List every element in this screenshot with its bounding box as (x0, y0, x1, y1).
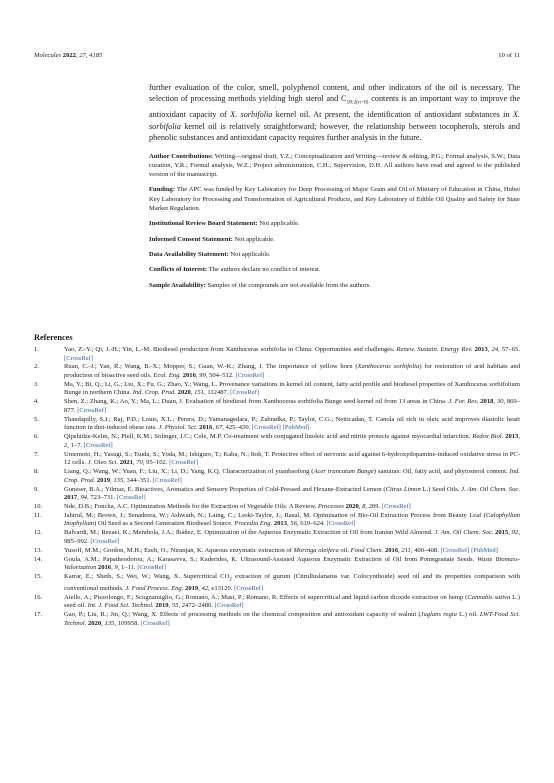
reference-journal: Waste Biomass-Valorization (64, 555, 520, 572)
reference-journal: Food Chem. (350, 546, 384, 554)
reference-journal: J. Food Process. Eng. (125, 584, 184, 592)
reference-item (34, 547, 520, 556)
reference-year: 2021 (119, 459, 133, 467)
reference-journal: Processes (317, 502, 344, 510)
reference-year: 2020 (345, 502, 359, 510)
reference-sep: , (198, 584, 202, 592)
reference-year: 2016 (384, 546, 399, 554)
reference-number: 12. (34, 529, 43, 537)
reference-year: 2016 (199, 424, 213, 432)
reference-journal: Redox Biol. (472, 433, 504, 441)
reference-number: 1. (34, 346, 39, 353)
reference-volume: 2 (64, 441, 68, 449)
reference-item (34, 398, 520, 415)
reference-item (34, 381, 520, 398)
reference-authors-title: Ruan, C.-J.; Yan, R.; Wang, B.-X.; Mopper, S.; Guan, W.-K.; Zhang, J. The importance of yellow horn ( (64, 363, 358, 371)
reference-pages: , 619–624. (296, 520, 327, 528)
reference-number: 14. (34, 555, 43, 563)
reference-volume: 92 (511, 529, 519, 537)
reference-sep: L.) seed oil. (64, 593, 520, 610)
reference-number: 8. (34, 468, 39, 476)
crossref-link[interactable]: [CrossRef] (140, 619, 170, 627)
reference-number: 16. (34, 593, 43, 601)
reference-item (34, 529, 520, 546)
crossref-link[interactable]: [CrossRef] (137, 564, 167, 572)
reference-text (64, 486, 520, 502)
reference-journal: J. Physiol. Sci. (158, 424, 198, 432)
reference-journal: Citrus Limon (385, 485, 421, 493)
conflicts-of-interest: Conflicts of Interest: The authors declare no conflict of interest. (149, 266, 321, 274)
reference-sep: , (508, 529, 512, 537)
reference-sep: , (212, 424, 216, 432)
reference-authors-title: Liang, Q.; Wang, W.; Yuan, F.; Liu, X.; Li, D.; Yang, K.Q. Characterization of yuanbaofeng ( (64, 468, 314, 476)
reference-pages: , 95–102. (142, 459, 170, 467)
reference-pages: , 869–877. (64, 398, 521, 414)
reference-pages: , 344–351. (123, 476, 153, 484)
reference-sep: oil. (338, 546, 351, 554)
reference-volume: 151 (194, 389, 205, 397)
reference-volume: 24 (491, 346, 499, 353)
reference-item (34, 512, 520, 529)
reference-number: 7. (34, 450, 39, 458)
crossref-link[interactable]: [CrossRef] (326, 520, 356, 528)
data-availability: Data Availability Statement: Not applicable. (149, 251, 271, 259)
reference-item (34, 346, 520, 363)
reference-text (64, 451, 520, 467)
author-contributions: Author Contributions: Writing—original draft, Y.Z.; Conceptualization and Writing—review & editing, P.G.; Formal analysis, S.W.; Data curation, Y.R.; Formal analysis, W.Z.; Project administration, C.H.; Supervision, D.H. All authors have read and agreed to the published version of the manuscript. (149, 152, 520, 179)
reference-year: 2019 (185, 584, 199, 592)
reference-year: 2015 (495, 529, 509, 537)
reference-journal: Moringa oleifera (293, 546, 339, 554)
reference-volume: 9 (114, 564, 118, 572)
reference-sep: , (398, 546, 402, 554)
reference-authors-title: Ma, Y.; Bi, Q.; Li, G.; Liu, X.; Fu, G.; Zhao, Y.; Wang, L. Provenance variations in kernel oil content, fatty acid profile and biodiesel properties of Xanthoceras sorbifolium Bunge in northern China. (64, 380, 520, 397)
pubmed-link[interactable]: [PubMed] (282, 424, 310, 432)
crossref-link[interactable]: [CrossRef] (235, 371, 265, 379)
reference-item (34, 433, 520, 450)
reference-text (64, 547, 498, 554)
reference-volume: 211 (401, 546, 411, 554)
reference-number: 2. (34, 363, 39, 371)
reference-text (64, 433, 520, 449)
reference-pages: , 723–731. (87, 494, 117, 502)
sample-availability: Sample Availability: Samples of the compounds are not available from the authors. (149, 281, 371, 289)
reference-item (34, 468, 520, 485)
crossref-link[interactable]: [CrossRef] (234, 584, 264, 592)
reference-pages: , 209. (365, 502, 382, 510)
reference-sep: , (358, 502, 363, 510)
reference-year: 2016 (182, 371, 196, 379)
reference-volume: 56 (290, 520, 297, 528)
crossref-link[interactable]: [CrossRef] (251, 424, 281, 432)
journal-name: Molecules (34, 52, 62, 59)
reference-sep: , (110, 476, 114, 484)
reference-sep: ) Oil Seed as a Second Generation Biodiesel Source. (94, 520, 235, 528)
reference-authors-title: Yusoff, M.M.; Gordon, M.H.; Ezeh, O.; Niranjan, K. Aqueous enzymatic extraction of (64, 546, 294, 554)
crossref-link[interactable]: [CrossRef] (381, 502, 411, 510)
reference-pages: , 1–7. (67, 441, 84, 449)
reference-text (64, 346, 520, 362)
reference-subscript: 2 (229, 577, 232, 583)
reference-journal: Renew. Sustain. Energy Rev. (396, 346, 473, 353)
reference-item (34, 556, 520, 573)
reference-number: 10. (34, 502, 43, 510)
reference-journal: Int. J. Food Sci. Technol. (87, 602, 154, 610)
reference-sep: , (195, 371, 200, 379)
reference-year: 2019 (155, 602, 169, 610)
crossref-link[interactable]: [CrossRef] (230, 389, 260, 397)
reference-number: 3. (34, 380, 39, 388)
reference-year: 2020 (87, 619, 102, 627)
reference-pages: , 400–408. (410, 546, 441, 554)
reference-title-cont: extraction of gurum (Citrulluslanatus var. Colocynthoide) seed oil and its properties comparison with conventional methods. (64, 573, 520, 592)
reference-volume: 70 (136, 459, 143, 467)
crossref-link[interactable]: [CrossRef] (440, 546, 470, 554)
reference-sep: , (287, 520, 291, 528)
reference-year: 2017 (64, 494, 78, 502)
reference-number: 9. (34, 485, 39, 493)
reference-pages: , 2472–2480. (178, 602, 215, 610)
reference-journal: J. Oleo Sci. (87, 459, 119, 467)
page-header (34, 52, 520, 64)
reference-year: 2018 (480, 398, 494, 406)
reference-authors-title: Yao, Z.-Y.; Qi, J.-H.; Yin, L.-M. Biodiesel production from Xanthoceras sorbifolia in China: Opportunities and challenges. (64, 346, 397, 353)
reference-authors-title: Guneser, B.A.; Yilmaz, E. Bioactives, Aromatics and Sensory Properties of Cold-Pressed and Hexane-Extracted Lemon ( (64, 485, 386, 493)
reference-sep: , (101, 619, 105, 627)
reference-pages: , 985–992. (64, 529, 520, 545)
reference-number: 13. (34, 546, 43, 554)
reference-text (64, 398, 520, 414)
reference-pages: , 112487. (204, 389, 231, 397)
reference-sep: , (77, 494, 81, 502)
reference-pages: , e13129. (208, 584, 235, 592)
reference-journal: Ecol. Eng. (153, 371, 182, 379)
reference-year: 2013 (273, 520, 287, 528)
reference-volume: 55 (171, 602, 179, 610)
reference-sep: , (190, 389, 195, 397)
funding: Funding: The APC was funded by Key Laboratory for Deep Processing of Major Grain and Oil of Ministry of Education in China, Hubei Key Laboratory for Processing and Transformation of Agricultural Products, and Key Laboratory of Edible Oil Quality and Safety for State Market Regulation. (149, 186, 520, 212)
reference-volume: 99 (199, 371, 206, 379)
journal-volume: , 27, 4185 (75, 52, 103, 59)
reference-number: 4. (34, 398, 39, 406)
reference-text (64, 512, 520, 528)
reference-journal: Procedia Eng. (234, 520, 273, 528)
reference-journal: Calophyllum Inophyllum (64, 511, 520, 528)
references-section (34, 333, 520, 629)
reference-journal: J. For. Res. (448, 398, 479, 406)
reference-year: 2016 (97, 564, 112, 572)
crossref-link[interactable]: [CrossRef] (77, 406, 107, 414)
reference-journal: J. Am. Oil Chem. Soc. (434, 529, 494, 537)
crossref-link[interactable]: [CrossRef] (64, 354, 93, 362)
reference-item (34, 486, 520, 503)
reference-journal: Acer truncatum Bunge (313, 468, 374, 476)
reference-authors-title: Jahirul, M.; Brown, J.; Senadeera, W.; Ashwath, N.; Laing, C.; Leski-Taylor, J.; Rasul, M. Optimisation of Bio-Oil Extraction Process from Beauty Leaf ( (64, 511, 486, 519)
reference-volume: 94 (80, 494, 88, 502)
crossref-link[interactable]: [CrossRef] (169, 459, 199, 467)
reference-text (64, 468, 520, 484)
reference-item (34, 451, 520, 468)
reference-item (34, 363, 520, 380)
reference-year: 2013 (474, 346, 488, 353)
reference-volume: 67 (215, 424, 223, 432)
intro-paragraph: further evaluation of the color, smell, polyphenol content, and other indicators of the oil is necessary. The selection of processing methods yielding high sterol and $C_{18:2(n-6)}$ contents is an important way to improve the antioxidant capacity of X. sorbifolia kernel oil. At present, the identification of antioxidant substances in X. sorbifolia kernel oil is relatively straightforward; however, the relationship between tocopherols, sterols and phenolic substances and antioxidant capacity requires further analysis in the future. (149, 83, 521, 143)
reference-sep: L.) Seed Oils. (420, 485, 462, 493)
pubmed-link[interactable]: [PubMed] (471, 546, 498, 554)
crossref-link[interactable]: [CrossRef] (83, 441, 113, 449)
reference-sep: , (487, 346, 492, 353)
reference-number: 6. (34, 433, 39, 441)
reference-journal: Ind. Crop. Prod. (132, 389, 176, 397)
irb-statement: Institutional Review Board Statement: Not applicable. (149, 220, 300, 228)
reference-journal: Cannabis sativa (467, 593, 511, 601)
reference-pages: , 57–65. (498, 346, 520, 353)
reference-number: 11. (34, 511, 42, 519)
reference-text (64, 381, 520, 397)
reference-journal: Ind. Crop. Prod. (64, 468, 520, 484)
reference-sep: ) for restoration of arid habitats and production of bioactive seed oils. (64, 363, 520, 379)
reference-number: 5. (34, 415, 39, 423)
crossref-link[interactable]: [CrossRef] (116, 494, 146, 502)
reference-volume: 30 (496, 398, 504, 406)
reference-pages: , 425–430. (222, 424, 252, 432)
reference-year: 2020 (177, 389, 191, 397)
reference-sep: ) samaras: Oil, fatty acid, and phytosterol content. (373, 468, 510, 476)
reference-text (64, 503, 411, 510)
references-heading: References (34, 333, 73, 342)
reference-volume: 135 (104, 619, 115, 627)
reference-pages: , 109958. (114, 619, 141, 627)
reference-authors-title: Goula, A.M.; Papatheodorou, A.; Karasavva, S.; Kaderides, K. Ultrasound-Assisted Aqueous Enzymatic Extraction of Oil from Pomegranate Seeds. (64, 555, 478, 563)
reference-journal: Xanthoceras sorbifolia (357, 363, 420, 371)
reference-authors-title: Aiello, A.; Pizzolongo, F.; Scognamiglio, G.; Romano, A.; Masi, P.; Romano, R. Effects of supercritical and liquid carbon dioxide extraction on hemp ( (64, 593, 468, 601)
reference-text (64, 556, 520, 572)
journal-citation (34, 52, 102, 59)
reference-authors-title: Nde, D.B.; Foncha, A.C. Optimization Methods for the Extraction of Vegetable Oils: A Review. (64, 502, 318, 510)
reference-volume: 135 (113, 476, 124, 484)
reference-sep: L.) oil. (456, 611, 480, 619)
reference-authors-title: Thandapilly, S.J.; Raj, P.D.; Louis, X.L.; Perera, D.; Yamanagedara, P.; Zahradka, P.; Taylor, C.G.; Netticadan, T. Canola oil rich in oleic acid improves diastolic heart function in diet-induced obese rats. (64, 415, 520, 432)
reference-sep: , (493, 398, 497, 406)
reference-text (64, 594, 520, 610)
page-number: 10 of 11 (498, 52, 520, 59)
crossref-link[interactable]: [CrossRef] (90, 537, 120, 545)
reference-item (34, 416, 520, 433)
reference-authors-title: Karrar, E.; Sheth, S.; Wei, W.; Wang, X. Supercritical CO (64, 573, 230, 581)
reference-item (34, 611, 520, 628)
journal-year: 2022 (62, 52, 76, 59)
reference-text (64, 416, 520, 432)
consent-statement: Informed Consent Statement: Not applicable. (149, 235, 275, 243)
reference-list (34, 346, 520, 628)
reference-item (34, 594, 520, 611)
reference-item (34, 503, 520, 512)
crossref-link[interactable]: [CrossRef] (214, 602, 244, 610)
reference-pages: , 1–11. (117, 564, 138, 572)
reference-authors-title: Umemoto, H.; Yasugi, S.; Tsuda, S.; Yoda, M.; Ishiguro, T.; Kaba, N.; Itoh, T. Protective effect of nervonic acid against 6-hydroxydopamine-induced oxidative stress in PC-12 cells. (64, 450, 520, 467)
reference-sep: , (518, 433, 520, 441)
reference-number: 15. (34, 573, 43, 581)
reference-authors-title: Gao, P.; Liu, R.; Jin, Q.; Wang, X. Effects of processing methods on the chemical composition and antioxidant capacity of walnut ( (64, 611, 421, 619)
reference-text (64, 363, 520, 379)
reference-pages: , 504–512. (205, 371, 236, 379)
reference-text (64, 611, 520, 627)
reference-item (34, 573, 520, 593)
reference-authors-title: Shen, Z.; Zhang, K.; Ao, Y.; Ma, L.; Duan, J. Evaluation of biodiesel from Xanthoceras sorbifolia Bunge seed kernel oil from 13 areas in China. (64, 398, 449, 406)
reference-journal: J. Am. Oil Chem. Soc. (461, 485, 520, 493)
reference-sep: , (168, 602, 172, 610)
reference-journal: Juglans regia (420, 611, 457, 619)
reference-text (64, 529, 520, 545)
reference-text (64, 573, 520, 592)
reference-year: 2019 (96, 476, 111, 484)
reference-year: 2013 (505, 433, 519, 441)
reference-volume: 8 (362, 502, 366, 510)
reference-sep: , (111, 564, 115, 572)
crossref-link[interactable]: [CrossRef] (152, 476, 182, 484)
reference-journal: LWT-Food Sci. Technol. (64, 611, 520, 627)
reference-sep: , (132, 459, 137, 467)
reference-authors-title: Qipshidze-Kelm, N.; Piell, K.M.; Solinger, J.C.; Cole, M.P. Co-treatment with conjugated linoleic acid and nitrite protects against myocardial infarction. (64, 433, 473, 441)
reference-volume: 42 (201, 584, 209, 592)
reference-number: 17. (34, 611, 43, 619)
main-content (149, 82, 520, 296)
reference-authors-title: Balvardi, M.; Rezaei, K.; Mendiola, J.A.; Ibáñez, E. Optimization of the Aqueous Enzymatic Extraction of Oil from Iranian Wild Almond. (64, 529, 435, 537)
